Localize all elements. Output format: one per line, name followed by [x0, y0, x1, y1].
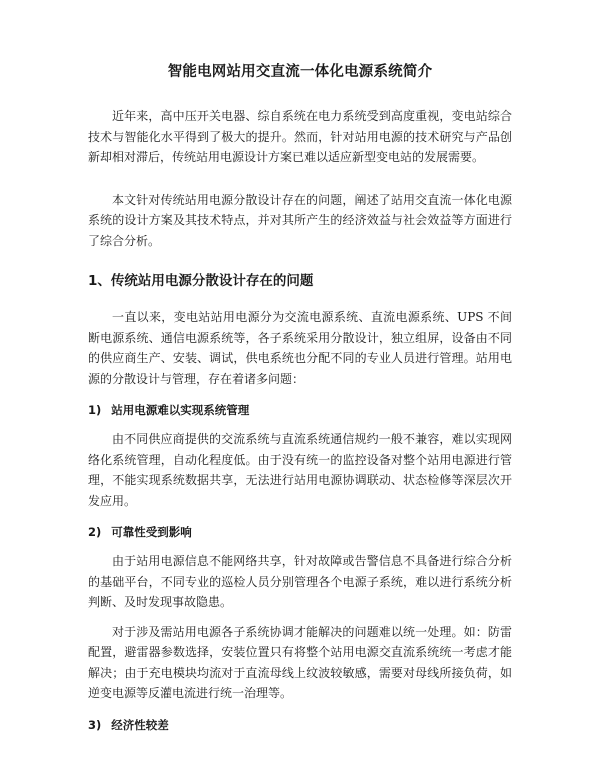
body-paragraph: 一直以来，变电站站用电源分为交流电源系统、直流电源系统、UPS 不间断电源系统、通信电源系统等，各子系统采用分散设计，独立组屏，设备由不同的供应商生产、安装、调试，供电系统也分配不同的专业人员进行管理。站用电源的分散设计与管理，存在着诸多问题： — [88, 310, 512, 386]
spacer — [88, 168, 512, 190]
subsection-heading-2 — [88, 523, 512, 541]
document-title: 智能电网站用交直流一体化电源系统简介 — [167, 64, 433, 80]
body-paragraph: 对于涉及需站用电源各子系统协调才能解决的问题难以统一处理。如：防雷配置，避雷器参数选择，安装位置只有将整个站用电源交直流系统统一考虑才能解决；由于充电模块均流对于直流母线上纹波较敏感，需要对母线所接负荷，如逆变电源等反灌电流进行统一治理等。 — [88, 624, 512, 700]
subsection-label: 可靠性受到影响 — [111, 525, 192, 539]
section-heading: 1、传统站用电源分散设计存在的问题 — [88, 273, 314, 289]
subsection-label: 经济性较差 — [111, 717, 169, 732]
summary-paragraph: 本文针对传统站用电源分散设计存在的问题，阐述了站用交直流一体化电源系统的设计方案及其技术特点，并对其所产生的经济效益与社会效益等方面进行了综合分析。 — [88, 192, 512, 248]
subsection-number: 3) — [88, 717, 102, 732]
subsection-heading-1 — [88, 401, 512, 419]
intro-paragraph: 近年来，高中压开关电器、综自系统在电力系统受到高度重视，变电站综合技术与智能化水平得到了极大的提升。然而，针对站用电源的技术研究与产品创新却相对滞后，传统站用电源设计方案已难以适应新型变电站的发展需要。 — [88, 109, 512, 164]
subsection-heading-3 — [88, 716, 512, 734]
subsection-number: 2) — [88, 525, 102, 539]
body-paragraph: 由于站用电源信息不能网络共享，针对故障或告警信息不具备进行综合分析的基础平台，不同专业的巡检人员分别管理各个电源子系统，难以进行系统分析判断、及时发现事故隐患。 — [88, 554, 512, 609]
subsection-label: 站用电源难以实现系统管理 — [111, 403, 250, 417]
body-paragraph: 由不同供应商提供的交流系统与直流系统通信规约一般不兼容，难以实现网络化系统管理，自动化程度低。由于没有统一的监控设备对整个站用电源进行管理，不能实现系统数据共享，无法进行站用电源协调联动、状态检修等深层次开发应用。 — [88, 432, 512, 508]
spacer — [88, 613, 512, 622]
subsection-number: 1) — [88, 403, 102, 417]
